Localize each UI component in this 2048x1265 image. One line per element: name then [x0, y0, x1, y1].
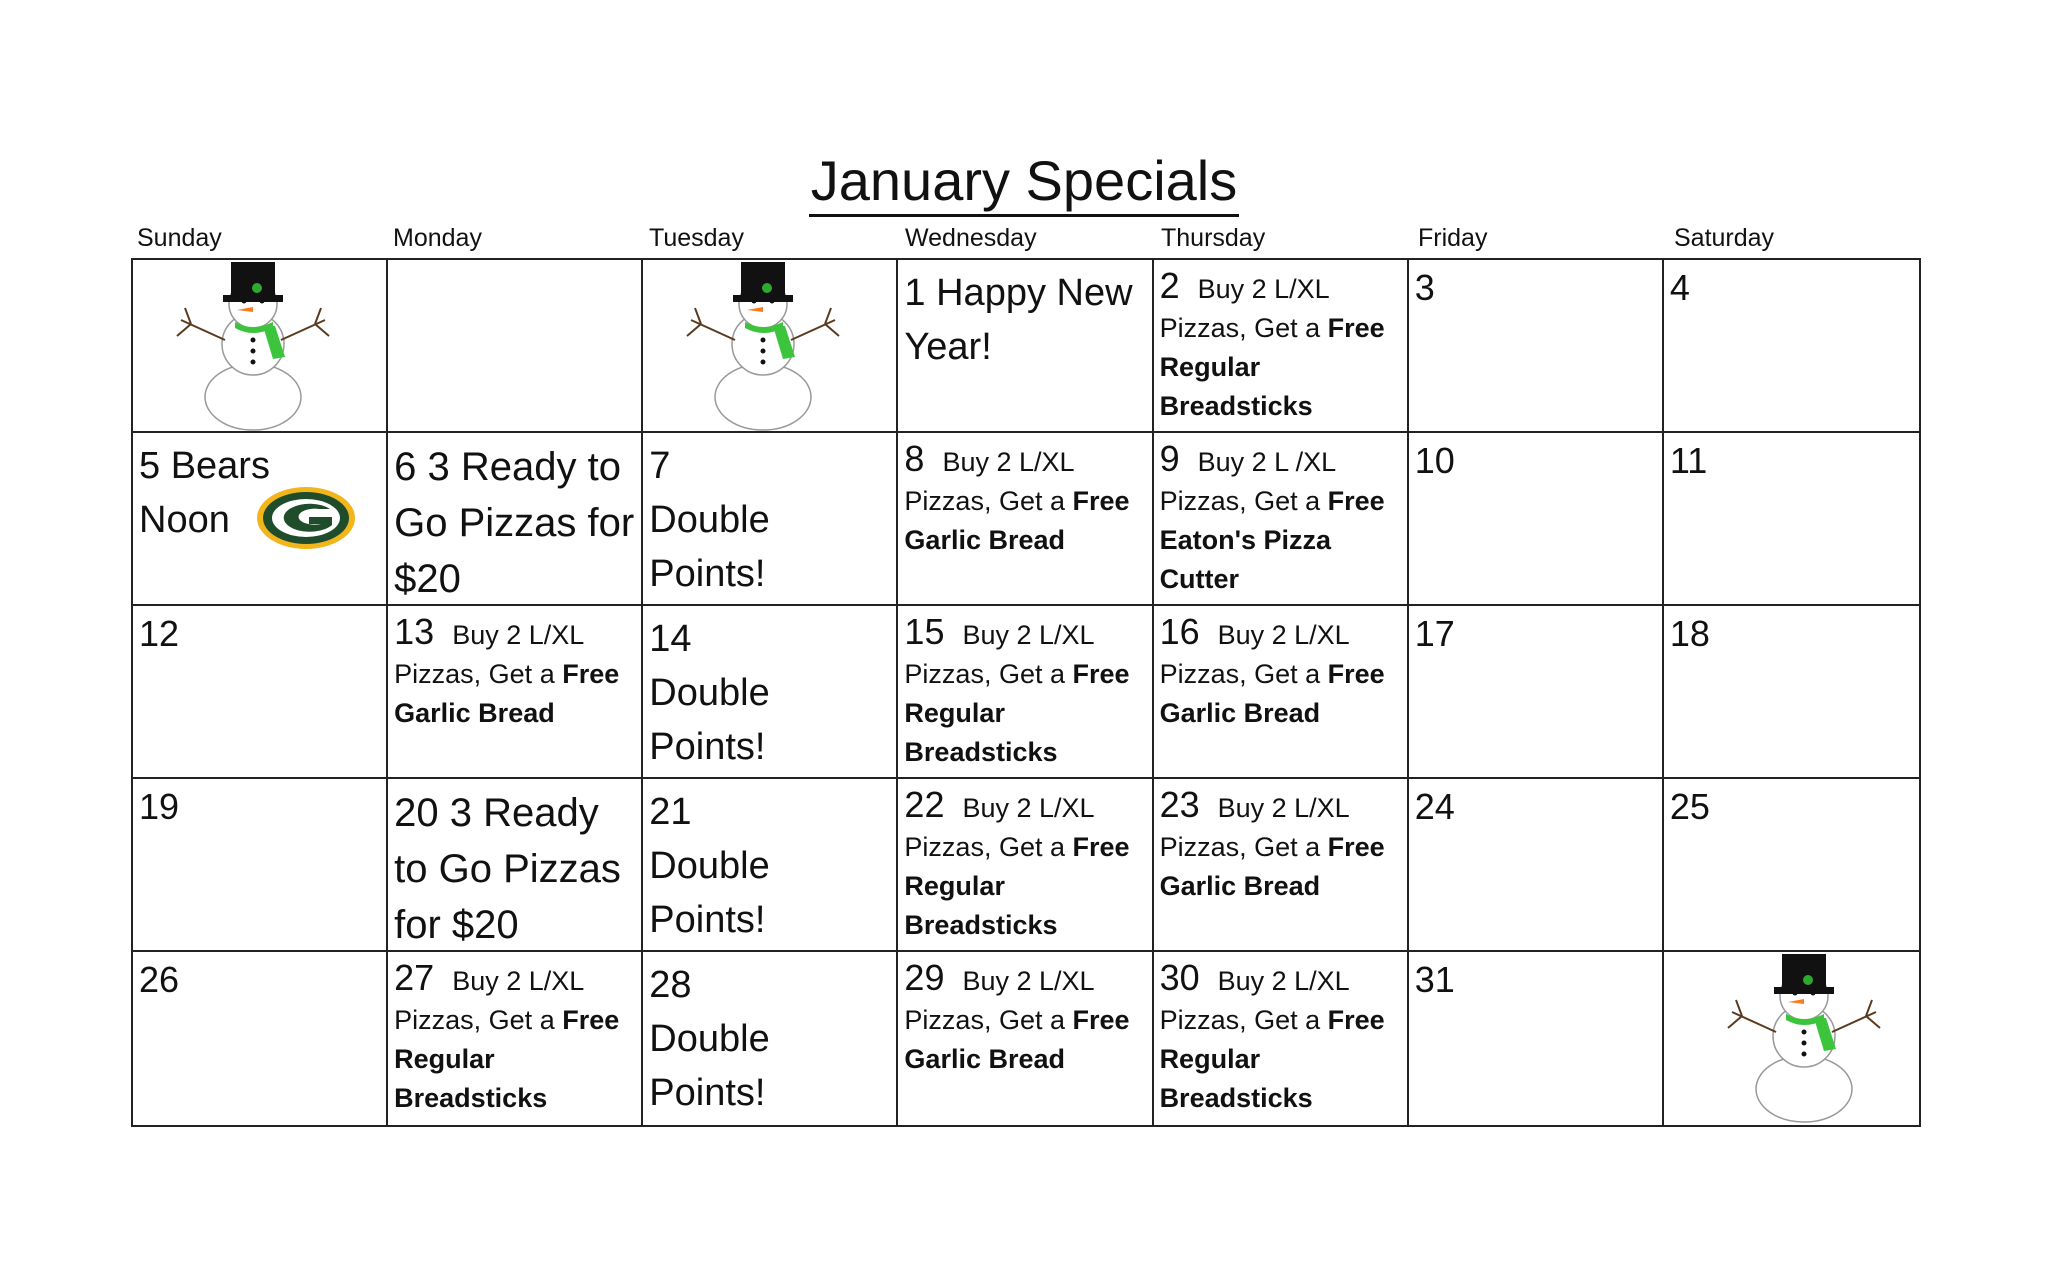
deal-text: 30 Buy 2 L/XL Pizzas, Get a Free Regular Breadsticks	[1159, 957, 1385, 1113]
calendar-cell-21	[643, 779, 898, 952]
day-header-thursday: Thursday	[1161, 224, 1266, 252]
calendar-cell-24: 24	[1409, 779, 1664, 952]
calendar-cell-1	[898, 260, 1153, 433]
calendar-cell-9	[1154, 433, 1409, 606]
calendar-cell-31: 31	[1409, 952, 1664, 1125]
day-header-monday: Monday	[393, 224, 482, 252]
snowman-icon	[173, 262, 333, 432]
deal-text: 15 Buy 2 L/XL Pizzas, Get a Free Regular Breadsticks	[904, 611, 1130, 767]
cell-text: 14 Double Points!	[649, 618, 770, 768]
calendar-grid	[131, 258, 1921, 1127]
calendar-cell-19: 19	[133, 779, 388, 952]
packers-logo-icon	[255, 485, 357, 551]
day-header-wednesday: Wednesday	[905, 224, 1037, 252]
cell-text: 21 Double Points!	[649, 791, 770, 941]
calendar-cell-27	[388, 952, 643, 1125]
calendar-cell-13	[388, 606, 643, 779]
deal-text: 29 Buy 2 L/XL Pizzas, Get a Free Garlic Bread	[904, 957, 1130, 1074]
deal-text: 16 Buy 2 L/XL Pizzas, Get a Free Garlic Bread	[1159, 611, 1385, 728]
calendar-cell-26: 26	[133, 952, 388, 1125]
calendar-cell-30	[1154, 952, 1409, 1125]
deal-text: 22 Buy 2 L/XL Pizzas, Get a Free Regular Breadsticks	[904, 784, 1130, 940]
cell-text: 28 Double Points!	[649, 964, 770, 1114]
deal-text: 27 Buy 2 L/XL Pizzas, Get a Free Regular Breadsticks	[394, 957, 620, 1113]
calendar-cell-empty	[1664, 952, 1919, 1125]
snowman-icon	[1724, 954, 1884, 1124]
page-title: January Specials	[0, 148, 2048, 217]
calendar-cell-empty	[643, 260, 898, 433]
calendar-cell-7	[643, 433, 898, 606]
day-header-sunday: Sunday	[137, 224, 222, 252]
calendar-cell-12: 12	[133, 606, 388, 779]
cell-text: 6 3 Ready to Go Pizzas for $20	[394, 445, 635, 601]
calendar-cell-6	[388, 433, 643, 606]
cell-text: 7 Double Points!	[649, 445, 770, 595]
calendar-cell-2	[1154, 260, 1409, 433]
calendar-cell-8	[898, 433, 1153, 606]
deal-text: 2 Buy 2 L/XL Pizzas, Get a Free Regular Breadsticks	[1159, 265, 1385, 421]
cell-text: 5 Bears Noon	[139, 445, 270, 541]
calendar-cell-empty	[388, 260, 643, 433]
calendar-cell-22	[898, 779, 1153, 952]
deal-text: 13 Buy 2 L/XL Pizzas, Get a Free Garlic Bread	[394, 611, 620, 728]
calendar-cell-18: 18	[1664, 606, 1919, 779]
deal-text: 23 Buy 2 L/XL Pizzas, Get a Free Garlic Bread	[1159, 784, 1385, 901]
calendar-cell-16	[1154, 606, 1409, 779]
deal-text: 8 Buy 2 L/XL Pizzas, Get a Free Garlic Bread	[904, 438, 1130, 555]
cell-text: 1 Happy New Year!	[904, 272, 1133, 368]
deal-text: 9 Buy 2 L /XL Pizzas, Get a Free Eaton's Pizza Cutter	[1159, 438, 1385, 594]
day-header-saturday: Saturday	[1674, 224, 1775, 252]
calendar-cell-10: 10	[1409, 433, 1664, 606]
calendar-cell-29	[898, 952, 1153, 1125]
calendar-cell-3: 3	[1409, 260, 1664, 433]
calendar-cell-14	[643, 606, 898, 779]
calendar-cell-4: 4	[1664, 260, 1919, 433]
day-header-friday: Friday	[1418, 224, 1488, 252]
calendar-cell-20	[388, 779, 643, 952]
calendar-cell-11: 11	[1664, 433, 1919, 606]
day-header-tuesday: Tuesday	[649, 224, 744, 252]
calendar-cell-15	[898, 606, 1153, 779]
calendar-cell-17: 17	[1409, 606, 1664, 779]
calendar-cell-23	[1154, 779, 1409, 952]
snowman-icon	[683, 262, 843, 432]
cell-text: 20 3 Ready to Go Pizzas for $20	[394, 791, 621, 947]
calendar-cell-empty	[133, 260, 388, 433]
calendar-cell-28	[643, 952, 898, 1125]
calendar-cell-5	[133, 433, 388, 606]
calendar-cell-25: 25	[1664, 779, 1919, 952]
